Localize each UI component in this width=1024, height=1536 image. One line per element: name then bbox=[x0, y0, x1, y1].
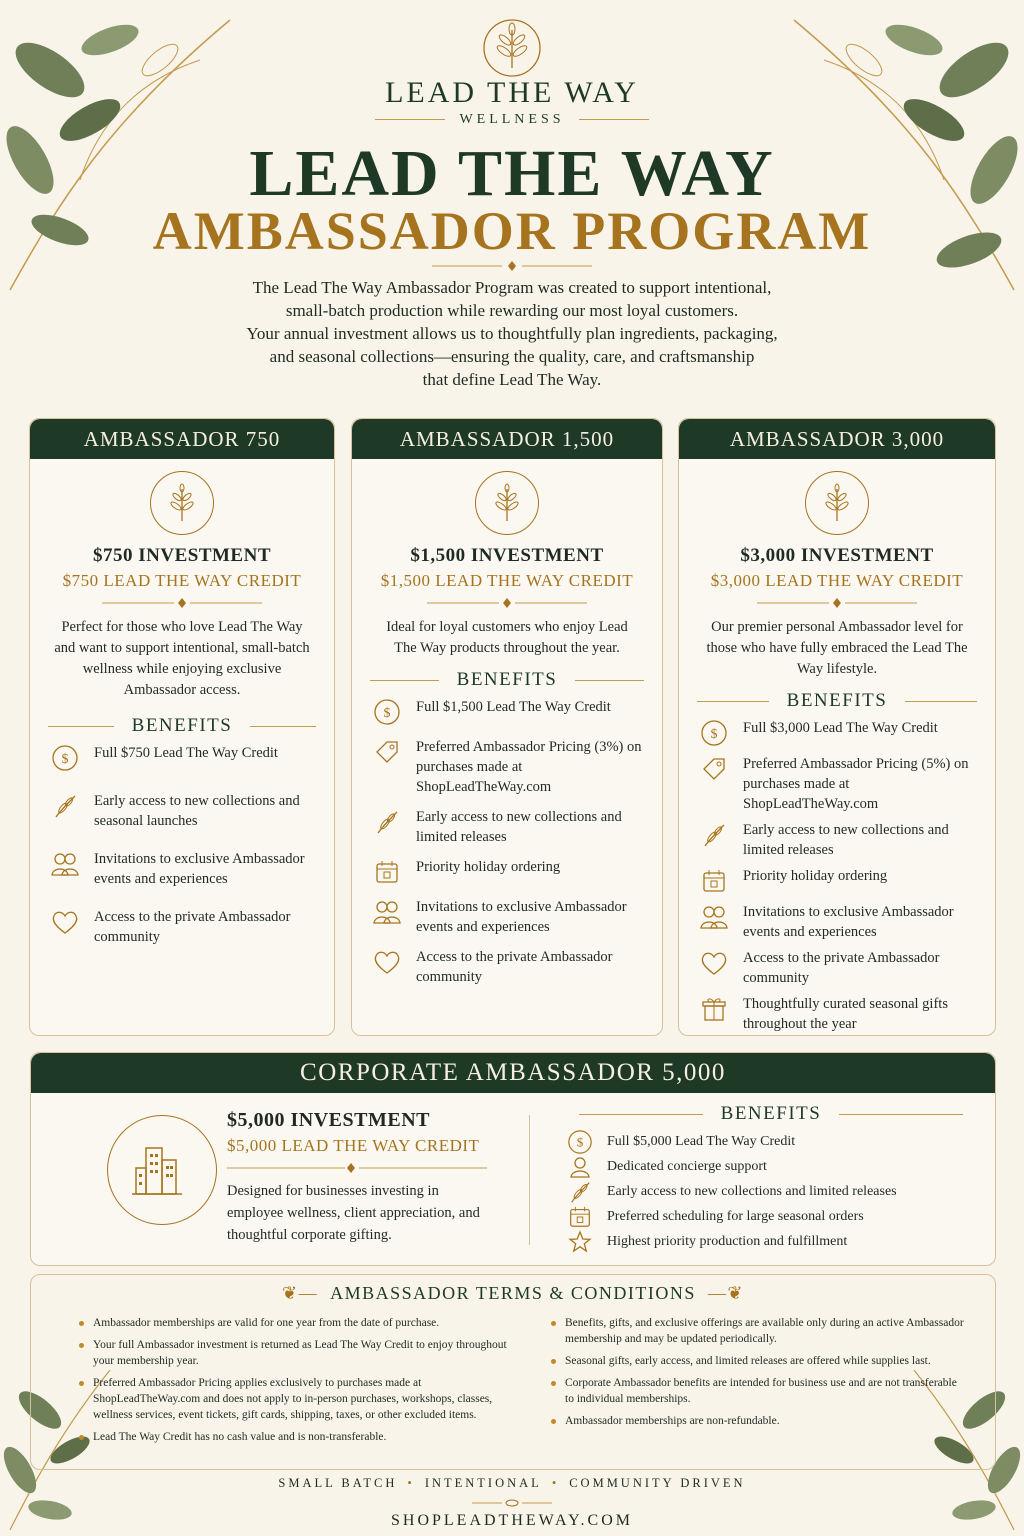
intro-line: and seasonal collections—ensuring the quality, care, and craftsmanship bbox=[269, 347, 755, 366]
tier-card-750 bbox=[29, 418, 335, 1036]
benefit-item bbox=[50, 791, 318, 831]
intro-line: that define Lead The Way. bbox=[422, 370, 602, 389]
tier-card-1500 bbox=[351, 418, 663, 1036]
calendar-icon bbox=[699, 866, 729, 896]
page-subtitle: AMBASSADOR PROGRAM bbox=[152, 201, 872, 261]
terms-list-left bbox=[75, 1315, 515, 1451]
svg-text:$: $ bbox=[61, 752, 69, 767]
terms-section bbox=[30, 1274, 996, 1470]
benefit-text: Full $3,000 Lead The Way Credit bbox=[743, 720, 938, 736]
brand-subtitle-text: WELLNESS bbox=[459, 112, 565, 127]
benefits-label: BENEFITS bbox=[786, 690, 888, 711]
benefit-list bbox=[699, 718, 979, 1034]
people-icon bbox=[50, 849, 80, 879]
benefit-item bbox=[699, 820, 979, 860]
benefit-item bbox=[372, 697, 646, 727]
benefit-list bbox=[567, 1129, 981, 1254]
corporate-description: Designed for businesses investing in employee wellness, client appreciation, and thoughtful corporate gifting. bbox=[227, 1183, 480, 1243]
benefit-text: Invitations to exclusive Ambassador events and experiences bbox=[94, 851, 305, 887]
benefit-text: Early access to new collections and seasonal launches bbox=[94, 793, 300, 829]
footer-ornament bbox=[472, 1496, 552, 1510]
benefit-text: Full $5,000 Lead The Way Credit bbox=[607, 1134, 796, 1149]
benefit-item bbox=[50, 849, 318, 889]
corporate-credit: $5,000 LEAD THE WAY CREDIT bbox=[227, 1136, 480, 1155]
benefit-text: Priority holiday ordering bbox=[743, 868, 888, 884]
tier-investment: $1,500 INVESTMENT bbox=[410, 545, 604, 566]
benefit-text: Access to the private Ambassador community bbox=[743, 950, 940, 986]
page-title: LEAD THE WAY bbox=[249, 137, 775, 210]
terms-item: Ambassador memberships are valid for one year from the date of purchase. bbox=[75, 1315, 515, 1331]
terms-list-right bbox=[547, 1315, 967, 1435]
leaf-icon bbox=[567, 1179, 593, 1204]
sprig-icon bbox=[475, 471, 539, 535]
intro-paragraph bbox=[190, 276, 834, 391]
heart-icon bbox=[699, 948, 729, 978]
divider-ornament bbox=[102, 597, 262, 609]
footer-tag: SMALL BATCH bbox=[278, 1476, 398, 1490]
benefit-text: Thoughtfully curated seasonal gifts throughout the year bbox=[743, 996, 948, 1032]
benefits-heading bbox=[30, 715, 334, 737]
brand-name: LEAD THE WAY bbox=[385, 76, 639, 109]
benefit-item bbox=[699, 902, 979, 942]
benefit-list bbox=[372, 697, 646, 987]
benefit-item bbox=[699, 754, 979, 814]
benefit-item bbox=[699, 994, 979, 1034]
terms-item: Your full Ambassador investment is returned as Lead The Way Credit to enjoy throughout your membership year. bbox=[75, 1337, 515, 1369]
benefit-item bbox=[699, 948, 979, 988]
benefit-item bbox=[567, 1179, 981, 1204]
tag-icon bbox=[699, 754, 729, 784]
tier-description: Perfect for those who love Lead The Way and want to support intentional, small-batch wellness while enjoying exclusive Ambassador access. bbox=[54, 619, 310, 698]
tier-title: AMBASSADOR 1,500 bbox=[352, 419, 662, 459]
brand-subtitle bbox=[0, 112, 1024, 128]
divider-ornament bbox=[757, 597, 917, 609]
buildings-icon bbox=[107, 1115, 217, 1225]
intro-line: small-batch production while rewarding our most loyal customers. bbox=[285, 301, 739, 320]
corporate-benefits bbox=[561, 1103, 981, 1254]
benefit-item bbox=[372, 857, 646, 887]
benefit-item bbox=[50, 907, 318, 947]
terms-item: Seasonal gifts, early access, and limited releases are offered while supplies last. bbox=[547, 1353, 967, 1369]
sprig-icon bbox=[805, 471, 869, 535]
footer-url[interactable]: SHOPLEADTHEWAY.COM bbox=[390, 1512, 634, 1529]
people-icon bbox=[699, 902, 729, 932]
tier-description: Ideal for loyal customers who enjoy Lead The Way products throughout the year. bbox=[386, 619, 628, 656]
dollar-icon bbox=[50, 743, 80, 773]
divider-ornament bbox=[227, 1162, 487, 1174]
benefit-text: Invitations to exclusive Ambassador events and experiences bbox=[416, 899, 627, 935]
heart-icon bbox=[372, 947, 402, 977]
footer-tag: INTENTIONAL bbox=[424, 1476, 542, 1490]
terms-item: Lead The Way Credit has no cash value and is non-transferable. bbox=[75, 1429, 515, 1445]
intro-line: Your annual investment allows us to thoughtfully plan ingredients, packaging, bbox=[246, 324, 778, 343]
benefit-text: Access to the private Ambassador community bbox=[94, 909, 291, 945]
calendar-icon bbox=[567, 1204, 593, 1229]
benefit-text: Preferred Ambassador Pricing (5%) on purchases made at ShopLeadTheWay.com bbox=[743, 756, 969, 812]
tier-description: Our premier personal Ambassador level for those who have fully embraced the Lead The Way lifestyle. bbox=[706, 619, 968, 677]
tier-investment: $3,000 INVESTMENT bbox=[740, 545, 934, 566]
svg-text:$: $ bbox=[710, 727, 718, 742]
benefit-text: Full $1,500 Lead The Way Credit bbox=[416, 699, 611, 715]
corporate-card bbox=[30, 1052, 996, 1266]
divider-ornament bbox=[432, 260, 592, 272]
dollar-icon bbox=[567, 1129, 593, 1154]
person-icon bbox=[567, 1154, 593, 1179]
tier-title: AMBASSADOR 750 bbox=[30, 419, 334, 459]
corporate-title: CORPORATE AMBASSADOR 5,000 bbox=[31, 1053, 995, 1093]
terms-title-text: AMBASSADOR TERMS & CONDITIONS bbox=[330, 1283, 696, 1303]
divider-vertical bbox=[529, 1115, 530, 1245]
benefit-text: Highest priority production and fulfillment bbox=[607, 1234, 848, 1249]
benefit-item bbox=[372, 737, 646, 797]
calendar-icon bbox=[372, 857, 402, 887]
benefit-text: Dedicated concierge support bbox=[607, 1159, 767, 1174]
gift-icon bbox=[699, 994, 729, 1024]
footer-tagline: SMALL BATCH • INTENTIONAL • COMMUNITY DRIVEN bbox=[278, 1476, 746, 1490]
leaf-icon bbox=[50, 791, 80, 821]
terms-item: Ambassador memberships are non-refundable. bbox=[547, 1413, 967, 1429]
benefit-text: Full $750 Lead The Way Credit bbox=[94, 745, 278, 761]
benefit-text: Preferred scheduling for large seasonal orders bbox=[607, 1209, 864, 1224]
benefit-item bbox=[372, 947, 646, 987]
benefit-text: Early access to new collections and limited releases bbox=[416, 809, 622, 845]
terms-title: ❦— AMBASSADOR TERMS & CONDITIONS —❦ bbox=[282, 1283, 744, 1303]
heart-icon bbox=[50, 907, 80, 937]
benefit-item bbox=[567, 1129, 981, 1154]
benefits-heading bbox=[561, 1103, 981, 1125]
brand-logo-icon bbox=[480, 16, 544, 80]
benefits-heading bbox=[679, 690, 995, 712]
corporate-summary bbox=[227, 1109, 497, 1246]
terms-item: Preferred Ambassador Pricing applies exclusively to purchases made at ShopLeadTheWay.com and does not apply to in-person purchases, workshops, classes, wellness services, event tickets, gift cards, shipping, taxes, or other excluded items. bbox=[75, 1375, 515, 1423]
tag-icon bbox=[372, 737, 402, 767]
benefit-item bbox=[567, 1229, 981, 1254]
benefit-text: Priority holiday ordering bbox=[416, 859, 561, 875]
benefit-item bbox=[567, 1204, 981, 1229]
divider-ornament bbox=[427, 597, 587, 609]
benefit-text: Early access to new collections and limited releases bbox=[607, 1184, 897, 1199]
benefits-heading bbox=[352, 669, 662, 691]
terms-item: Benefits, gifts, and exclusive offerings are available only during an active Ambassador membership and may be updated periodically. bbox=[547, 1315, 967, 1347]
tier-credit: $750 LEAD THE WAY CREDIT bbox=[62, 571, 302, 590]
benefit-item bbox=[50, 743, 318, 773]
benefit-text: Preferred Ambassador Pricing (3%) on purchases made at ShopLeadTheWay.com bbox=[416, 739, 642, 795]
leaf-icon bbox=[699, 820, 729, 850]
svg-text:$: $ bbox=[383, 706, 391, 721]
benefits-label: BENEFITS bbox=[720, 1103, 822, 1124]
tier-card-3000 bbox=[678, 418, 996, 1036]
benefits-label: BENEFITS bbox=[456, 669, 558, 690]
benefit-text: Invitations to exclusive Ambassador events and experiences bbox=[743, 904, 954, 940]
tier-title: AMBASSADOR 3,000 bbox=[679, 419, 995, 459]
benefit-item bbox=[699, 718, 979, 748]
tier-investment: $750 INVESTMENT bbox=[93, 545, 271, 566]
benefit-item bbox=[699, 866, 979, 896]
benefit-list bbox=[50, 743, 318, 947]
sprig-icon bbox=[150, 471, 214, 535]
footer-tag: COMMUNITY DRIVEN bbox=[569, 1476, 746, 1490]
intro-line: The Lead The Way Ambassador Program was created to support intentional, bbox=[252, 278, 772, 297]
benefit-item bbox=[372, 897, 646, 937]
terms-item: Corporate Ambassador benefits are intended for business use and are not transferable to individual memberships. bbox=[547, 1375, 967, 1407]
benefit-item bbox=[372, 807, 646, 847]
benefits-label: BENEFITS bbox=[131, 715, 233, 736]
people-icon bbox=[372, 897, 402, 927]
dollar-icon bbox=[699, 718, 729, 748]
star-icon bbox=[567, 1229, 593, 1254]
svg-text:$: $ bbox=[576, 1134, 584, 1150]
benefit-text: Early access to new collections and limited releases bbox=[743, 822, 949, 858]
benefit-item bbox=[567, 1154, 981, 1179]
corporate-investment: $5,000 INVESTMENT bbox=[227, 1109, 430, 1131]
tier-credit: $3,000 LEAD THE WAY CREDIT bbox=[710, 571, 964, 590]
leaf-icon bbox=[372, 807, 402, 837]
dollar-icon bbox=[372, 697, 402, 727]
tier-credit: $1,500 LEAD THE WAY CREDIT bbox=[380, 571, 634, 590]
benefit-text: Access to the private Ambassador community bbox=[416, 949, 613, 985]
